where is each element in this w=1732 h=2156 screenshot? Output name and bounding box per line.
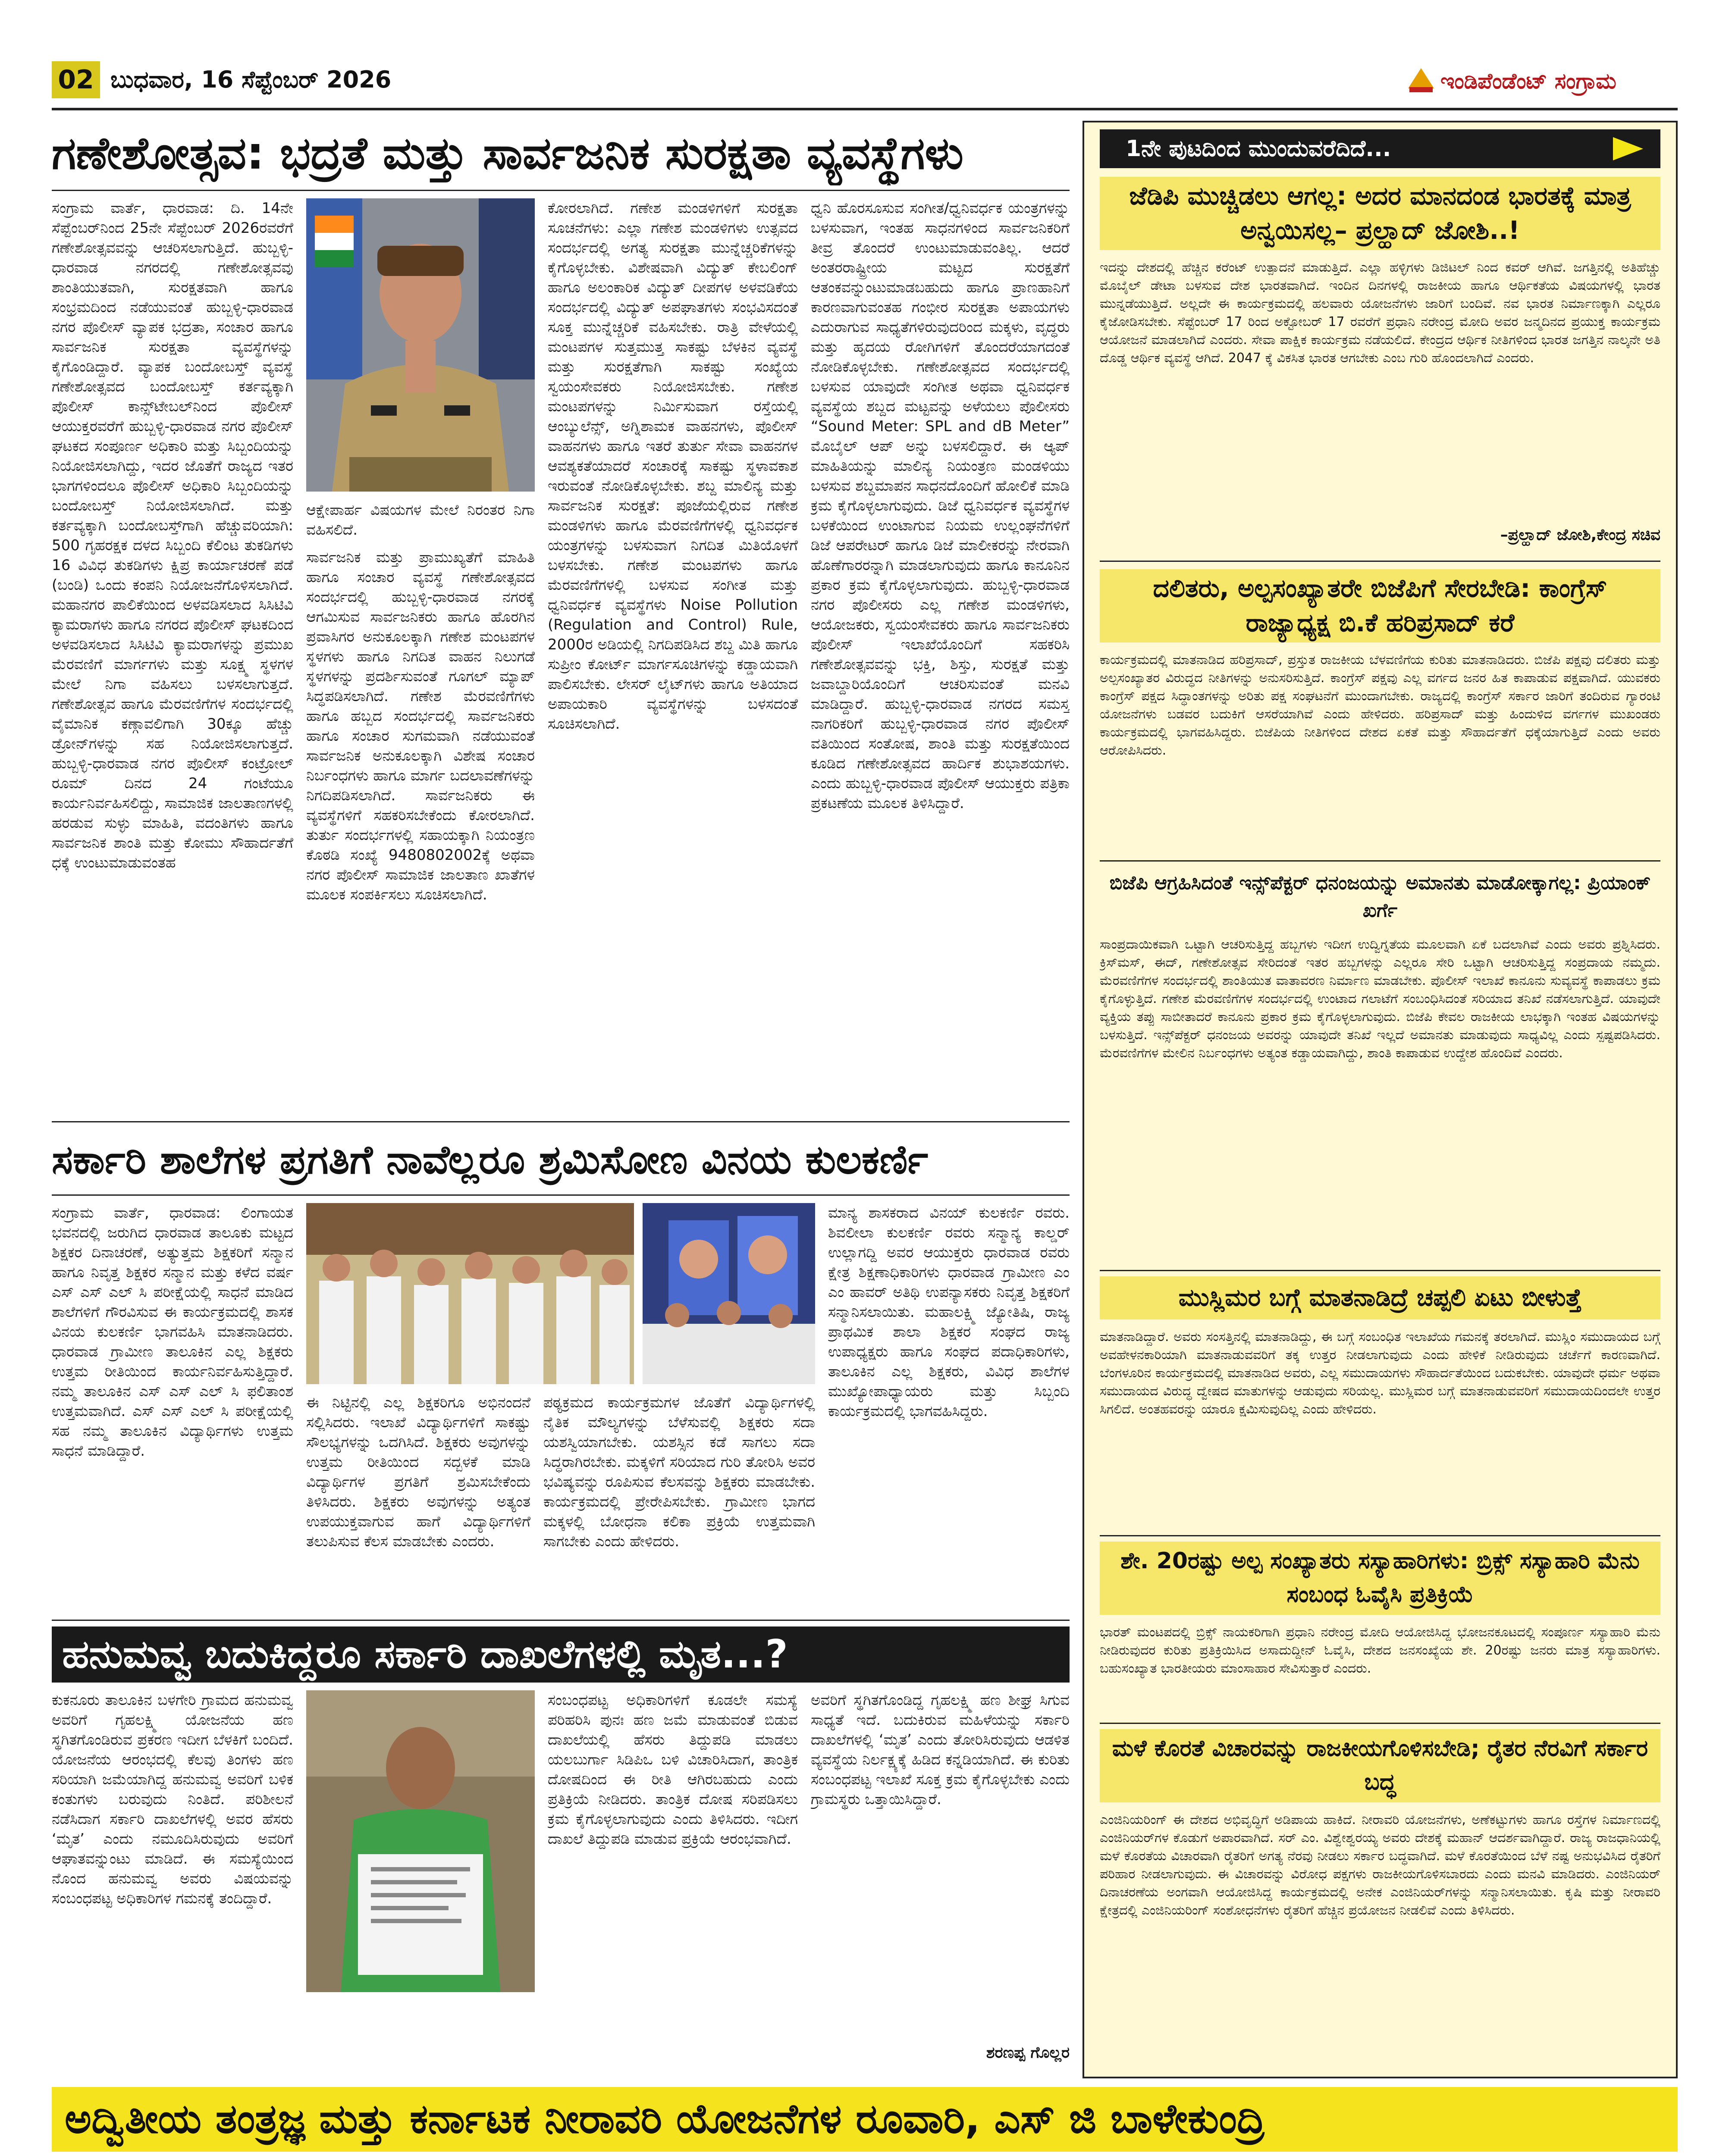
muslim-title: ಮುಸ್ಲಿಮರ ಬಗ್ಗೆ ಮಾತನಾಡಿದ್ರೆ ಚಪ್ಪಲಿ ಏಟು ಬೀಳುತ್ತೆ: [1178, 1284, 1582, 1312]
article2-col2: ಪಠ್ಯಕ್ರಮದ ಕಾರ್ಯಕ್ರಮಗಳ ಜೊತೆಗೆ ವಿದ್ಯಾರ್ಥಿಗಳಲ್ಲಿ ನೈತಿಕ ಮೌಲ್ಯಗಳನ್ನು ಬೆಳೆಸುವಲ್ಲಿ ಶಿಕ್ಷಕರು ಸದಾ ಯಶಸ್ವಿಯಾಗಬೇಕು. ಯಶಸ್ಸಿನ ಕಡೆ ಸಾಗಲು ಸದಾ ಸಿದ್ಧರಾಗಿರಬೇಕು. ಮಕ್ಕಳಿಗೆ ಸರಿಯಾದ ಗುರಿ ತೋರಿಸಿ ಅವರ ಭವಿಷ್ಯವನ್ನು ರೂಪಿಸುವ ಕೆಲಸವನ್ನು ಶಿಕ್ಷಕರು ಮಾಡಬೇಕು. ಕಾರ್ಯಕ್ರಮದಲ್ಲಿ ಪ್ರೇರೇಪಿಸಬೇಕು. ಗ್ರಾಮೀಣ ಭಾಗದ ಮಕ್ಕಳಲ್ಲಿ ಬೋಧನಾ ಕಲಿಕಾ ಪ್ರಕ್ರಿಯೆ ಉತ್ತಮವಾಗಿ ಸಾಗಬೇಕು ಎಂದು ಹೇಳಿದರು.: [543, 1394, 815, 1550]
article1-police-photo: [306, 198, 535, 492]
kharge-rule: [1100, 1270, 1660, 1271]
article3-col3: ಅವರಿಗೆ ಸ್ಥಗಿತಗೊಂಡಿದ್ದ ಗೃಹಲಕ್ಷ್ಮಿ ಹಣ ಶೀಘ್ರ ಸಿಗುವ ಸಾಧ್ಯತೆ ಇದೆ. ಬದುಕಿರುವ ಮಹಿಳೆಯನ್ನು ಸರ್ಕಾರಿ ದಾಖಲೆಗಳಲ್ಲಿ ‘ಮೃತ’ ಎಂದು ತೋರಿಸಿರುವುದು ಆಡಳಿತ ವ್ಯವಸ್ಥೆಯ ನಿರ್ಲಕ್ಷ್ಯಕ್ಕೆ ಹಿಡಿದ ಕನ್ನಡಿಯಾಗಿದೆ. ಈ ಕುರಿತು ಸಂಬಂಧಪಟ್ಟ ಇಲಾಖೆ ಸೂಕ್ತ ಕ್ರಮ ಕೈಗೊಳ್ಳಬೇಕು ಎಂದು ಗ್ರಾಮಸ್ಥರು ಒತ್ತಾಯಿಸಿದ್ದಾರೆ.: [811, 1692, 1070, 1808]
article3-col2: ಸಂಬಂಧಪಟ್ಟ ಅಧಿಕಾರಿಗಳಿಗೆ ಕೂಡಲೇ ಸಮಸ್ಯೆ ಪರಿಹರಿಸಿ ಪುನಃ ಹಣ ಜಮೆ ಮಾಡುವಂತೆ ಬಿಡುವ ದಾಖಲೆಯಲ್ಲಿ ಹೆಸರು ತಿದ್ದುಪಡಿ ಮಾಡಲು ಯಲಬುರ್ಗಾ ಸಿಡಿಪಿಒ ಬಳಿ ವಿಚಾರಿಸಿದಾಗ, ತಾಂತ್ರಿಕ ದೋಷದಿಂದ ಈ ರೀತಿ ಆಗಿರಬಹುದು ಎಂದು ಪ್ರತಿಕ್ರಿಯೆ ನೀಡಿದರು. ತಾಂತ್ರಿಕ ದೋಷ ಸರಿಪಡಿಸಲು ಕ್ರಮ ಕೈಗೊಳ್ಳಲಾಗುವುದು ಎಂದು ತಿಳಿಸಿದರು. ಇದೀಗ ದಾಖಲೆ ತಿದ್ದುಪಡಿ ಮಾಡುವ ಪ್ರಕ್ರಿಯೆ ಆರಂಭವಾಗಿದೆ.: [548, 1692, 798, 1848]
article3-headline-band: [52, 1626, 1070, 1683]
article4-headline-band: [52, 2087, 1678, 2152]
veg-title-bar: [1100, 1542, 1660, 1615]
hariprasad-title-bar: [1100, 569, 1660, 642]
article2-headline: ಸರ್ಕಾರಿ ಶಾಲೆಗಳ ಪ್ರಗತಿಗೆ ನಾವೆಲ್ಲರೂ ಶ್ರಮಿಸೋಣ ವಿನಯ ಕುಲಕರ್ಣಿ: [52, 1137, 929, 1183]
article1-headline: ಗಣೇಶೋತ್ಸವ: ಭದ್ರತೆ ಮತ್ತು ಸಾರ್ವಜನಿಕ ಸುರಕ್ಷತಾ ವ್ಯವಸ್ಥೆಗಳು: [52, 127, 964, 179]
article2-col3: ಮಾನ್ಯ ಶಾಸಕರಾದ ವಿನಯ್ ಕುಲಕರ್ಣಿ ರವರು. ಶಿವಲೀಲಾ ಕುಲಕರ್ಣಿ ರವರು ಸನ್ಮಾನ್ಯ ಕಾಲ್ಡರ್ ಉಲ್ಲಾಗದ್ದಿ ಅವರ ಆಯುಕ್ತರು ಧಾರವಾಡ ರವರು ಕ್ಷೇತ್ರ ಶಿಕ್ಷಣಾಧಿಕಾರಿಗಳು ಧಾರವಾಡ ಗ್ರಾಮೀಣ ಎಂ ಎಂ ಹಾವರ್ ಅತಿಥಿ ಉಪನ್ಯಾಸಕರು ನಿವೃತ್ತ ಶಿಕ್ಷಕರಿಗೆ ಸನ್ಮಾನಿಸಲಾಯಿತು. ಮಹಾಲಕ್ಷ್ಮಿ ಜ್ಯೋತಿಷಿ, ರಾಜ್ಯ ಪ್ರಾಥಮಿಕ ಶಾಲಾ ಶಿಕ್ಷಕರ ಸಂಘದ ರಾಜ್ಯ ಉಪಾಧ್ಯಕ್ಷರು ಹಾಗೂ ಸಂಘದ ಪದಾಧಿಕಾರಿಗಳು, ತಾಲೂಕಿನ ಎಲ್ಲ ಶಿಕ್ಷಕರು, ವಿವಿಧ ಶಾಲೆಗಳ ಮುಖ್ಯೋಪಾಧ್ಯಾಯರು ಮತ್ತು ಸಿಬ್ಬಂದಿ ಕಾರ್ಯಕ್ರಮದಲ್ಲಿ ಭಾಗವಹಿಸಿದ್ದರು.: [828, 1204, 1070, 1420]
masthead-title: ಇಂಡಿಪೆಂಡೆಂಟ್ ಸಂಗ್ರಾಮ: [1440, 69, 1616, 94]
arrow-right-icon: [1613, 137, 1643, 160]
veg-body: ಭಾರತ್ ಮಂಟಪದಲ್ಲಿ ಬ್ರಿಕ್ಸ್ ನಾಯಕರಿಗಾಗಿ ಪ್ರಧಾನಿ ನರೇಂದ್ರ ಮೋದಿ ಆಯೋಜಿಸಿದ್ದ ಭೋಜನಕೂಟದಲ್ಲಿ ಸಂಪೂರ್ಣ ಸಸ್ಯಾಹಾರಿ ಮೆನು ನೀಡಿರುವುದರ ಕುರಿತು ಪ್ರತಿಕ್ರಿಯಿಸಿದ ಅಸಾದುದ್ದೀನ್ ಓವೈಸಿ, ದೇಶದ ಜನಸಂಖ್ಯೆಯ ಶೇ. 20ರಷ್ಟು ಜನರು ಮಾತ್ರ ಸಸ್ಯಾಹಾರಿಗಳು. ಬಹುಸಂಖ್ಯಾತ ಭಾರತೀಯರು ಮಾಂಸಾಹಾರ ಸೇವಿಸುತ್ತಾರೆ ಎಂದರು.: [1100, 1625, 1660, 1676]
article2-event-photo-2: [643, 1203, 815, 1384]
rain-title: ಮಳೆ ಕೊರತೆ ವಿಚಾರವನ್ನು ರಾಜಕೀಯಗೊಳಿಸಬೇಡಿ; ರೈತರ ನೆರವಿಗೆ ಸರ್ಕಾರ ಬದ್ಧ: [1112, 1736, 1648, 1795]
article2-rule: [52, 1194, 1070, 1196]
date-line: ಬುಧವಾರ, 16 ಸೆಪ್ಟೆಂಬರ್ 2026: [110, 66, 392, 93]
article3-woman-photo: [306, 1690, 535, 1992]
article4-headline: ಅದ್ವಿತೀಯ ತಂತ್ರಜ್ಞ ಮತ್ತು ಕರ್ನಾಟಕ ನೀರಾವರಿ ಯೋಜನೆಗಳ ರೂವಾರಿ, ಎಸ್ ಜಿ ಬಾಳೇಕುಂದ್ರಿ: [65, 2096, 1265, 2143]
article2-event-photo-1: [306, 1203, 634, 1384]
portrait-garland-photo-icon: [643, 1203, 815, 1384]
article1-col2: ಸಾರ್ವಜನಿಕ ಮತ್ತು ಪ್ರಾಮುಖ್ಯತೆಗೆ ಮಾಹಿತಿ ಹಾಗೂ ಸಂಚಾರ ವ್ಯವಸ್ಥೆ ಗಣೇಶೋತ್ಸವದ ಸಂದರ್ಭದಲ್ಲಿ ಹುಬ್ಬಳ್ಳಿ-ಧಾರವಾಡ ನಗರಕ್ಕೆ ಆಗಮಿಸುವ ಸಾರ್ವಜನಿಕರು ಹಾಗೂ ಹೊರಗಿನ ಪ್ರವಾಸಿಗರ ಅನುಕೂಲಕ್ಕಾಗಿ ಗಣೇಶ ಮಂಟಪಗಳ ಸ್ಥಳಗಳು ಹಾಗೂ ನಿಗದಿತ ವಾಹನ ನಿಲುಗಡೆ ಸ್ಥಳಗಳನ್ನು ಪ್ರದರ್ಶಿಸುವಂತೆ ಗೂಗಲ್ ಮ್ಯಾಪ್ ಸಿದ್ಧಪಡಿಸಲಾಗಿದೆ. ಗಣೇಶ ಮೆರವಣಿಗೆಗಳು ಹಾಗೂ ಹಬ್ಬದ ಸಂದರ್ಭದಲ್ಲಿ ಸಾರ್ವಜನಿಕರು ಹಾಗೂ ಸಂಚಾರ ಸುಗಮವಾಗಿ ನಡೆಯುವಂತೆ ಸಾರ್ವಜನಿಕ ಅನುಕೂಲಕ್ಕಾಗಿ ವಿಶೇಷ ಸಂಚಾರ ನಿರ್ಬಂಧಗಳು ಹಾಗೂ ಮಾರ್ಗ ಬದಲಾವಣೆಗಳನ್ನು ನಿಗದಿಪಡಿಸಲಾಗಿದೆ. ಸಾರ್ವಜನಿಕರು ಈ ವ್ಯವಸ್ಥೆಗಳಿಗೆ ಸಹಕರಿಸಬೇಕೆಂದು ಕೋರಲಾಗಿದೆ. ತುರ್ತು ಸಂದರ್ಭಗಳಲ್ಲಿ ಸಹಾಯಕ್ಕಾಗಿ ನಿಯಂತ್ರಣ ಕೊಠಡಿ ಸಂಖ್ಯೆ 9480802002ಕ್ಕೆ ಅಥವಾ ನಗರ ಪೊಲೀಸ್ ಸಾಮಾಜಿಕ ಜಾಲತಾಣ ಖಾತೆಗಳ ಮೂಲಕ ಸಂಪರ್ಕಿಸಲು ಸೂಚಿಸಲಾಗಿದೆ.: [306, 549, 535, 903]
hariprasad-rule: [1100, 860, 1660, 862]
joshi-body: ಇದನ್ನು ದೇಶದಲ್ಲಿ ಹೆಚ್ಚಿನ ಕರೆಂಟ್ ಉತ್ಪಾದನೆ ಮಾಡುತ್ತಿದೆ. ಎಲ್ಲಾ ಹಳ್ಳಿಗಳು ಡಿಜಿಟಲ್ ನಿಂದ ಕವರ್ ಆಗಿವೆ. ಜಗತ್ತಿನಲ್ಲಿ ಅತಿಹೆಚ್ಚು ಮೊಬೈಲ್ ಡೇಟಾ ಬಳಸುವ ದೇಶ ಭಾರತವಾಗಿದೆ. ಇಂದಿನ ದಿನಗಳಲ್ಲಿ ರಾಜಕೀಯ ಹಾಗೂ ಆರ್ಥಿಕತೆಯ ವಿಷಯಗಳಲ್ಲಿ ಭಾರತ ಮುನ್ನಡೆಯುತ್ತಿದೆ. ಅಲ್ಲದೇ ಈ ಕಾರ್ಯಕ್ರಮದಲ್ಲಿ ಹಲವಾರು ಯೋಜನೆಗಳು ಜಾರಿಗೆ ಬಂದಿವೆ. ನವ ಭಾರತ ನಿರ್ಮಾಣಕ್ಕಾಗಿ ಎಲ್ಲರೂ ಕೈಜೋಡಿಸಬೇಕು. ಸೆಪ್ಟೆಂಬರ್ 17 ರಿಂದ ಅಕ್ಟೋಬರ್ 17 ರವರೆಗೆ ಪ್ರಧಾನಿ ನರೇಂದ್ರ ಮೋದಿ ಅವರ ಜನ್ಮದಿನದ ಪ್ರಯುಕ್ತ ಕಾರ್ಯಕ್ರಮ ಆಯೋಜನೆ ಮಾಡಲಾಗಿದೆ ಎಂದರು. ಸೇವಾ ಪಾಕ್ಷಿಕ ಕಾರ್ಯಕ್ರಮ ನಡೆಯಲಿದೆ. ಕೇಂದ್ರದ ಆರ್ಥಿಕ ನೀತಿಗಳಿಂದ ಭಾರತ ಜಗತ್ತಿನ ನಾಲ್ಕನೇ ಅತಿ ದೊಡ್ಡ ಆರ್ಥಿಕ ವ್ಯವಸ್ಥೆ ಆಗಿದೆ. 2047 ಕ್ಕೆ ವಿಕಸಿತ ಭಾರತ ಆಗಬೇಕು ಎಂಬ ಗುರಿ ಹೊಂದಲಾಗಿದೆ ಎಂದರು.: [1100, 260, 1660, 366]
teachers-day-stage-photo-icon: [306, 1203, 634, 1384]
article1-col4: ಧ್ವನಿ ಹೊರಸೂಸುವ ಸಂಗೀತ/ಧ್ವನಿವರ್ಧಕ ಯಂತ್ರಗಳನ್ನು ಬಳಸುವಾಗ, ಇಂತಹ ಸಾಧನಗಳಿಂದ ಸಾರ್ವಜನಿಕರಿಗೆ ತೀವ್ರ ತೊಂದರೆ ಉಂಟುಮಾಡುವಂತಿಲ್ಲ. ಆದರೆ ಅಂತರರಾಷ್ಟ್ರೀಯ ಮಟ್ಟದ ಸುರಕ್ಷತೆಗೆ ಆತಂಕವನ್ನುಂಟುಮಾಡಬಹುದು ಹಾಗೂ ಪ್ರಾಣಹಾನಿಗೆ ಕಾರಣವಾಗುವಂತಹ ಗಂಭೀರ ಸುರಕ್ಷತಾ ಅಪಾಯಗಳು ಎದುರಾಗುವ ಸಾಧ್ಯತೆಗಳಿರುವುದರಿಂದ ಮಕ್ಕಳು, ವೃದ್ಧರು ಮತ್ತು ಹೃದಯ ರೋಗಿಗಳಿಗೆ ತೊಂದರೆಯಾಗದಂತೆ ನೋಡಿಕೊಳ್ಳಬೇಕು. ಗಣೇಶೋತ್ಸವದ ಸಂದರ್ಭದಲ್ಲಿ ಬಳಸುವ ಯಾವುದೇ ಸಂಗೀತ ಅಥವಾ ಧ್ವನಿವರ್ಧಕ ವ್ಯವಸ್ಥೆಯ ಶಬ್ದದ ಮಟ್ಟವನ್ನು ಅಳೆಯಲು ಪೊಲೀಸರು “Sound Meter: SPL and dB Meter” ಮೊಬೈಲ್ ಆಪ್ ಅನ್ನು ಬಳಸಲಿದ್ದಾರೆ. ಈ ಆ್ಯಪ್ ಮಾಹಿತಿಯನ್ನು ಮಾಲಿನ್ಯ ನಿಯಂತ್ರಣ ಮಂಡಳಿಯು ಬಳಸುವ ಶಬ್ದಮಾಪನ ಸಾಧನದೊಂದಿಗೆ ಹೋಲಿಕೆ ಮಾಡಿ ಕ್ರಮ ಕೈಗೊಳ್ಳಲಾಗುವುದು. ಡಿಜೆ ಧ್ವನಿವರ್ಧಕ ವ್ಯವಸ್ಥೆಗಳ ಬಳಕೆಯಿಂದ ಉಂಟಾಗುವ ನಿಯಮ ಉಲ್ಲಂಘನೆಗಳಿಗೆ ಡಿಜೆ ಆಪರೇಟರ್ ಹಾಗೂ ಡಿಜೆ ಮಾಲೀಕರನ್ನು ನೇರವಾಗಿ ಹೊಣೆಗಾರರನ್ನಾಗಿ ಮಾಡಲಾಗುವುದು ಹಾಗೂ ಕಾನೂನಿನ ಪ್ರಕಾರ ಕ್ರಮ ಕೈಗೊಳ್ಳಲಾಗುವುದು. ಹುಬ್ಬಳ್ಳಿ-ಧಾರವಾಡ ನಗರ ಪೊಲೀಸರು ಎಲ್ಲ ಗಣೇಶ ಮಂಡಳಿಗಳು, ಆಯೋಜಕರು, ಸ್ವಯಂಸೇವಕರು ಹಾಗೂ ಸಾರ್ವಜನಿಕರು ಪೊಲೀಸ್ ಇಲಾಖೆಯೊಂದಿಗೆ ಸಹಕರಿಸಿ ಗಣೇಶೋತ್ಸವವನ್ನು ಭಕ್ತಿ, ಶಿಸ್ತು, ಸುರಕ್ಷತೆ ಮತ್ತು ಜವಾಬ್ದಾರಿಯೊಂದಿಗೆ ಆಚರಿಸುವಂತೆ ಮನವಿ ಮಾಡಿದ್ದಾರೆ. ಹುಬ್ಬಳ್ಳಿ-ಧಾರವಾಡ ನಗರದ ಸಮಸ್ತ ನಾಗರಿಕರಿಗೆ ಹುಬ್ಬಳ್ಳಿ-ಧಾರವಾಡ ನಗರ ಪೊಲೀಸ್ ವತಿಯಿಂದ ಸಂತೋಷ, ಶಾಂತಿ ಮತ್ತು ಸುರಕ್ಷತೆಯಿಂದ ಕೂಡಿದ ಗಣೇಶೋತ್ಸವದ ಹಾರ್ದಿಕ ಶುಭಾಶಯಗಳು. ಎಂದು ಹುಬ್ಬಳ್ಳಿ-ಧಾರವಾಡ ಪೊಲೀಸ್ ಆಯುಕ್ತರು ಪತ್ರಿಕಾ ಪ್ರಕಟಣೆಯ ಮೂಲಕ ತಿಳಿಸಿದ್ದಾರೆ.: [811, 200, 1070, 812]
article3-signature: ಶರಣಪ್ಪ ಗೊಲ್ಲರ: [986, 2044, 1070, 2062]
joshi-title: ಜೆಡಿಪಿ ಮುಚ್ಚಿಡಲು ಆಗಲ್ಲ: ಅದರ ಮಾನದಂಡ ಭಾರತಕ್ಕೆ ಮಾತ್ರ ಅನ್ವಯಿಸಲ್ಲ– ಪ್ರಲ್ಹಾದ್ ಜೋಶಿ..!: [1129, 181, 1631, 245]
kharge-body: ಸಾಂಪ್ರದಾಯಿಕವಾಗಿ ಒಟ್ಟಾಗಿ ಆಚರಿಸುತ್ತಿದ್ದ ಹಬ್ಬಗಳು ಇದೀಗ ಉದ್ವಿಗ್ನತೆಯ ಮೂಲವಾಗಿ ಏಕೆ ಬದಲಾಗಿವೆ ಎಂದು ಅವರು ಪ್ರಶ್ನಿಸಿದರು. ಕ್ರಿಸ್‌ಮಸ್, ಈದ್, ಗಣೇಶೋತ್ಸವ ಸೇರಿದಂತೆ ಇತರ ಹಬ್ಬಗಳನ್ನು ಎಲ್ಲರೂ ಸೇರಿ ಒಟ್ಟಾಗಿ ಆಚರಿಸುತ್ತಿದ್ದ ಸಂಪ್ರದಾಯ ನಮ್ಮದು. ಮೆರವಣಿಗೆಗಳ ಸಂದರ್ಭದಲ್ಲಿ ಶಾಂತಿಯುತ ವಾತಾವರಣ ನಿರ್ಮಾಣ ಮಾಡಬೇಕು. ಪೊಲೀಸ್ ಇಲಾಖೆ ಕಾನೂನು ಸುವ್ಯವಸ್ಥೆ ಕಾಪಾಡಲು ಕ್ರಮ ಕೈಗೊಳ್ಳುತ್ತಿದೆ. ಗಣೇಶ ಮೆರವಣಿಗೆಗಳ ಸಂದರ್ಭದಲ್ಲಿ ಉಂಟಾದ ಗಲಾಟೆಗೆ ಸಂಬಂಧಿಸಿದಂತೆ ಸರಿಯಾದ ತನಿಖೆ ನಡೆಸಲಾಗುತ್ತಿದೆ. ಯಾವುದೇ ವ್ಯಕ್ತಿಯ ತಪ್ಪು ಸಾಬೀತಾದರೆ ಕಾನೂನು ಪ್ರಕಾರ ಕ್ರಮ ಕೈಗೊಳ್ಳಲಾಗುವುದು. ಬಿಜೆಪಿ ಕೇವಲ ರಾಜಕೀಯ ಲಾಭಕ್ಕಾಗಿ ಇಂತಹ ವಿಷಯಗಳನ್ನು ಬಳಸುತ್ತಿದೆ. ಇನ್ಸ್‌ಪೆಕ್ಟರ್ ಧನಂಜಯ ಅವರನ್ನು ಯಾವುದೇ ತನಿಖೆ ಇಲ್ಲದೆ ಅಮಾನತು ಮಾಡುವುದು ಸಾಧ್ಯವಿಲ್ಲ ಎಂದು ಸ್ಪಷ್ಟಪಡಿಸಿದರು. ಮೆರವಣಿಗೆಗಳ ಮೇಲಿನ ನಿರ್ಬಂಧಗಳು ಅತ್ಯಂತ ಕಡ್ಡಾಯವಾಗಿದ್ದು, ಶಾಂತಿ ಕಾಪಾಡುವ ಉದ್ದೇಶ ಹೊಂದಿವೆ ಎಂದರು.: [1100, 937, 1660, 1061]
kharge-title: ಬಿಜೆಪಿ ಆಗ್ರಹಿಸಿದಂತೆ ಇನ್ಸ್‌ಪೆಕ್ಟರ್ ಧನಂಜಯನ್ನು ಅಮಾನತು ಮಾಡೋಕ್ಕಾಗಲ್ಲ: ಪ್ರಿಯಾಂಕ್ ಖರ್ಗೆ: [1109, 872, 1651, 921]
joshi-signature: –ಪ್ರಲ್ಹಾದ್ ಜೋಶಿ,ಕೇಂದ್ರ ಸಚಿವ: [1500, 526, 1660, 544]
muslim-title-bar: [1100, 1276, 1660, 1319]
veg-title: ಶೇ. 20ರಷ್ಟು ಅಲ್ಪ ಸಂಖ್ಯಾತರು ಸಸ್ಯಾಹಾರಿಗಳು: ಬ್ರಿಕ್ಸ್ ಸಸ್ಯಾಹಾರಿ ಮೆನು ಸಂಬಂಧ ಓವೈಸಿ ಪ್ರತಿಕ್ರಿಯೆ: [1120, 1548, 1640, 1608]
article2-bottom-rule: [52, 1620, 1070, 1621]
article1-col3: ಕೋರಲಾಗಿದೆ. ಗಣೇಶ ಮಂಡಳಿಗಳಿಗೆ ಸುರಕ್ಷತಾ ಸೂಚನೆಗಳು: ಎಲ್ಲಾ ಗಣೇಶ ಮಂಡಳಿಗಳು ಉತ್ಸವದ ಸಂದರ್ಭದಲ್ಲಿ ಅಗತ್ಯ ಸುರಕ್ಷತಾ ಮುನ್ನೆಚ್ಚರಿಕೆಗಳನ್ನು ಕೈಗೊಳ್ಳಬೇಕು. ವಿಶೇಷವಾಗಿ ವಿದ್ಯುತ್ ಕೇಬಲಿಂಗ್ ಹಾಗೂ ಅಲಂಕಾರಿಕ ವಿದ್ಯುತ್ ದೀಪಗಳ ಅಳವಡಿಕೆಯ ಸಂದರ್ಭದಲ್ಲಿ ವಿದ್ಯುತ್ ಅಪಘಾತಗಳು ಸಂಭವಿಸದಂತೆ ಸೂಕ್ತ ಮುನ್ನೆಚ್ಚರಿಕೆ ವಹಿಸಬೇಕು. ರಾತ್ರಿ ವೇಳೆಯಲ್ಲಿ ಮಂಟಪಗಳ ಸುತ್ತಮುತ್ತ ಸಾಕಷ್ಟು ಬೆಳಕಿನ ವ್ಯವಸ್ಥೆ ಮತ್ತು ಸುರಕ್ಷತೆಗಾಗಿ ಸಾಕಷ್ಟು ಸಂಖ್ಯೆಯ ಸ್ವಯಂಸೇವಕರು ನಿಯೋಜಿಸಬೇಕು. ಗಣೇಶ ಮಂಟಪಗಳನ್ನು ನಿರ್ಮಿಸುವಾಗ ರಸ್ತೆಯಲ್ಲಿ ಆಂಬ್ಯುಲೆನ್ಸ್, ಅಗ್ನಿಶಾಮಕ ವಾಹನಗಳು, ಪೊಲೀಸ್ ವಾಹನಗಳು ಹಾಗೂ ಇತರೆ ತುರ್ತು ಸೇವಾ ವಾಹನಗಳ ಆವಶ್ಯಕತೆಯಾದರೆ ಸಂಚಾರಕ್ಕೆ ಸಾಕಷ್ಟು ಸ್ಥಳಾವಕಾಶ ಇರುವಂತೆ ನೋಡಿಕೊಳ್ಳಬೇಕು. ಶಬ್ದ ಮಾಲಿನ್ಯ ಮತ್ತು ಸಾರ್ವಜನಿಕ ಸುರಕ್ಷತೆ: ಪೂಜೆಯಲ್ಲಿರುವ ಗಣೇಶ ಮಂಡಳಿಗಳು ಹಾಗೂ ಮೆರವಣಿಗೆಗಳಲ್ಲಿ ಧ್ವನಿವರ್ಧಕ ಯಂತ್ರಗಳನ್ನು ಬಳಸುವಾಗ ನಿಗದಿತ ಮಿತಿಯೊಳಗೆ ಬಳಸಬೇಕು. ಗಣೇಶ ಮಂಟಪಗಳು ಹಾಗೂ ಮೆರವಣಿಗೆಗಳಲ್ಲಿ ಬಳಸುವ ಸಂಗೀತ ಮತ್ತು ಧ್ವನಿವರ್ಧಕ ವ್ಯವಸ್ಥೆಗಳು Noise Pollution (Regulation and Control) Rule, 2000ರ ಅಡಿಯಲ್ಲಿ ನಿಗದಿಪಡಿಸಿದ ಶಬ್ದ ಮಿತಿ ಹಾಗೂ ಸುಪ್ರೀಂ ಕೋರ್ಟ್ ಮಾರ್ಗಸೂಚಿಗಳನ್ನು ಕಡ್ಡಾಯವಾಗಿ ಪಾಲಿಸಬೇಕು. ಲೇಸರ್ ಲೈಟ್‌ಗಳು ಹಾಗೂ ಅತಿಯಾದ ಅಪಾಯಕಾರಿ ವ್ಯವಸ್ಥೆಗಳನ್ನು ಬಳಸದಂತೆ ಸೂಚಿಸಲಾಗಿದೆ.: [548, 200, 798, 733]
article1-col1: ಸಂಗ್ರಾಮ ವಾರ್ತೆ, ಧಾರವಾಡ: ದಿ. 14ನೇ ಸೆಪ್ಟೆಂಬರ್‌ನಿಂದ 25ನೇ ಸೆಪ್ಟೆಂಬರ್ 2026ರವರೆಗೆ ಗಣೇಶೋತ್ಸವವನ್ನು ಆಚರಿಸಲಾಗುತ್ತಿದೆ. ಹುಬ್ಬಳ್ಳಿ-ಧಾರವಾಡ ನಗರದಲ್ಲಿ ಗಣೇಶೋತ್ಸವವು ಶಾಂತಿಯುತವಾಗಿ, ಸುರಕ್ಷತವಾಗಿ ಹಾಗೂ ಸಂಭ್ರಮದಿಂದ ನಡೆಯುವಂತೆ ಹುಬ್ಬಳ್ಳಿ-ಧಾರವಾಡ ನಗರ ಪೊಲೀಸ್ ವ್ಯಾಪಕ ಭದ್ರತಾ, ಸಂಚಾರ ಹಾಗೂ ಸಾರ್ವಜನಿಕ ಸುರಕ್ಷತಾ ವ್ಯವಸ್ಥೆಗಳನ್ನು ಕೈಗೊಂಡಿದ್ದಾರೆ. ವ್ಯಾಪಕ ಬಂದೋಬಸ್ತ್ ವ್ಯವಸ್ಥೆ ಗಣೇಶೋತ್ಸವದ ಬಂದೋಬಸ್ತ್ ಕರ್ತವ್ಯಕ್ಕಾಗಿ ಪೊಲೀಸ್ ಕಾನ್ಸ್‌ಟೇಬಲ್‌ನಿಂದ ಪೊಲೀಸ್ ಆಯುಕ್ತರವರೆಗೆ ಹುಬ್ಬಳ್ಳಿ-ಧಾರವಾಡ ನಗರ ಪೊಲೀಸ್ ಘಟಕದ ಸಂಪೂರ್ಣ ಅಧಿಕಾರಿ ಮತ್ತು ಸಿಬ್ಬಂದಿಯನ್ನು ನಿಯೋಜಿಸಲಾಗಿದ್ದು, ಇದರ ಜೊತೆಗೆ ರಾಜ್ಯದ ಇತರ ಭಾಗಗಳಿಂದಲೂ ಪೊಲೀಸ್ ಅಧಿಕಾರಿ ಸಿಬ್ಬಂದಿಯನ್ನು ಬಂದೋಬಸ್ತ್ ನಿಯೋಜಿಸಲಾಗಿದೆ. ಮತ್ತು ಕರ್ತವ್ಯಕ್ಕಾಗಿ ಬಂದೋಬಸ್ತ್‌ಗಾಗಿ ಹೆಚ್ಚುವರಿಯಾಗಿ: 500 ಗೃಹರಕ್ಷಕ ದಳದ ಸಿಬ್ಬಂದಿ ಕೆಲಿಂಟ ತುಕಡಿಗಳು 16 ವಿವಿಧ ತುಕಡಿಗಳು ಕ್ಷಿಪ್ರ ಕಾರ್ಯಾಚರಣೆ ಪಡೆ (ಬಂಡಿ) ಒಂದು ಕಂಪನಿ ನಿಯೋಜನೆಗೊಳಿಸಲಾಗಿದೆ. ಮಹಾನಗರ ಪಾಲಿಕೆಯಿಂದ ಅಳವಡಿಸಲಾದ ಸಿಸಿಟಿವಿ ಕ್ಯಾಮರಾಗಳು ಹಾಗೂ ನಗರದ ಪೊಲೀಸ್ ಘಟಕದಿಂದ ಅಳವಡಿಸಲಾದ ಸಿಸಿಟಿವಿ ಕ್ಯಾಮರಾಗಳನ್ನು ಪ್ರಮುಖ ಮೆರವಣಿಗೆ ಮಾರ್ಗಗಳು ಮತ್ತು ಸೂಕ್ಷ್ಮ ಸ್ಥಳಗಳ ಮೇಲೆ ನಿಗಾ ವಹಿಸಲು ಬಳಸಲಾಗುತ್ತದೆ. ಗಣೇಶೋತ್ಸವ ಹಾಗೂ ಮೆರವಣಿಗೆಗಳ ಸಂದರ್ಭದಲ್ಲಿ ವೈಮಾನಿಕ ಕಣ್ಗಾವಲಿಗಾಗಿ 30ಕ್ಕೂ ಹೆಚ್ಚು ಡ್ರೋನ್‌ಗಳನ್ನು ಸಹ ನಿಯೋಜಿಸಲಾಗುತ್ತದೆ. ಹುಬ್ಬಳ್ಳಿ-ಧಾರವಾಡ ನಗರ ಪೊಲೀಸ್ ಕಂಟ್ರೋಲ್ ರೂಮ್ ದಿನದ 24 ಗಂಟೆಯೂ ಕಾರ್ಯನಿರ್ವಹಿಸಲಿದ್ದು, ಸಾಮಾಜಿಕ ಜಾಲತಾಣಗಳಲ್ಲಿ ಹರಡುವ ಸುಳ್ಳು ಮಾಹಿತಿ, ವದಂತಿಗಳು ಹಾಗೂ ಸಾರ್ವಜನಿಕ ಶಾಂತಿ ಮತ್ತು ಕೋಮು ಸೌಹಾರ್ದತೆಗೆ ಧಕ್ಕೆ ಉಂಟುಮಾಡುವಂತಹ: [52, 200, 293, 871]
article1-photo-caption: ಆಕ್ಷೇಪಾರ್ಹ ವಿಷಯಗಳ ಮೇಲೆ ನಿರಂತರ ನಿಗಾ ವಹಿಸಲಿದೆ.: [306, 501, 535, 539]
woman-holding-document-photo-icon: [306, 1690, 535, 1992]
page-number-badge: [52, 61, 100, 98]
article2-photo-caption: ಈ ನಿಟ್ಟಿನಲ್ಲಿ ಎಲ್ಲ ಶಿಕ್ಷಕರಿಗೂ ಅಭಿನಂದನೆ ಸಲ್ಲಿಸಿದರು. ಇಲಾಖೆ ವಿದ್ಯಾರ್ಥಿಗಳಿಗೆ ಸಾಕಷ್ಟು ಸೌಲಭ್ಯಗಳನ್ನು ಒದಗಿಸಿದೆ. ಶಿಕ್ಷಕರು ಅವುಗಳನ್ನು ಉತ್ತಮ ರೀತಿಯಿಂದ ಸದ್ಬಳಕೆ ಮಾಡಿ ವಿದ್ಯಾರ್ಥಿಗಳ ಪ್ರಗತಿಗೆ ಶ್ರಮಿಸಬೇಕೆಂದು ತಿಳಿಸಿದರು. ಶಿಕ್ಷಕರು ಅವುಗಳನ್ನು ಅತ್ಯಂತ ಉಪಯುಕ್ತವಾಗುವ ಹಾಗೆ ವಿದ್ಯಾರ್ಥಿಗಳಿಗೆ ತಲುಪಿಸುವ ಕೆಲಸ ಮಾಡಬೇಕು ಎಂದರು.: [306, 1394, 530, 1550]
article3-col1: ಕುಕನೂರು ತಾಲೂಕಿನ ಬಳಗೇರಿ ಗ್ರಾಮದ ಹನುಮವ್ವ ಅವರಿಗೆ ಗೃಹಲಕ್ಷ್ಮಿ ಯೋಜನೆಯ ಹಣ ಸ್ಥಗಿತಗೊಂಡಿರುವ ಪ್ರಕರಣ ಇದೀಗ ಬೆಳಕಿಗೆ ಬಂದಿದೆ. ಯೋಜನೆಯ ಆರಂಭದಲ್ಲಿ ಕೆಲವು ತಿಂಗಳು ಹಣ ಸರಿಯಾಗಿ ಜಮೆಯಾಗಿದ್ದ ಹನುಮವ್ವ ಅವರಿಗೆ ಬಳಿಕ ಕಂತುಗಳು ಬರುವುದು ನಿಂತಿದೆ. ಪರಿಶೀಲನೆ ನಡೆಸಿದಾಗ ಸರ್ಕಾರಿ ದಾಖಲೆಗಳಲ್ಲಿ ಅವರ ಹೆಸರು ‘ಮೃತ’ ಎಂದು ನಮೂದಿಸಿರುವುದು ಅವರಿಗೆ ಆಘಾತವನ್ನುಂಟು ಮಾಡಿದೆ. ಈ ಸಮಸ್ಯೆಯಿಂದ ನೊಂದ ಹನುಮವ್ವ ಅವರು ವಿಷಯವನ್ನು ಸಂಬಂಧಪಟ್ಟ ಅಧಿಕಾರಿಗಳ ಗಮನಕ್ಕೆ ತಂದಿದ್ದಾರೆ.: [52, 1692, 293, 1907]
newspaper-logo-icon: [1406, 65, 1436, 95]
masthead-logo: [1406, 65, 1436, 95]
article1-bottom-rule: [52, 1121, 1070, 1122]
article1-rule: [52, 190, 1070, 191]
continued-banner-text: 1ನೇ ಪುಟದಿಂದ ಮುಂದುವರೆದಿದೆ...: [1126, 136, 1391, 162]
muslim-body: ಮಾತನಾಡಿದ್ದಾರೆ. ಅವರು ಸಂಸತ್ತಿನಲ್ಲಿ ಮಾತನಾಡಿದ್ದು, ಈ ಬಗ್ಗೆ ಸಂಬಂಧಿತ ಇಲಾಖೆಯ ಗಮನಕ್ಕೆ ತರಲಾಗಿದೆ. ಮುಸ್ಲಿಂ ಸಮುದಾಯದ ಬಗ್ಗೆ ಅವಹೇಳನಕಾರಿಯಾಗಿ ಮಾತನಾಡುವವರಿಗೆ ತಕ್ಕ ಉತ್ತರ ನೀಡಲಾಗುವುದು ಎಂದು ಹೇಳಿಕೆ ನೀಡಿರುವುದು ಚರ್ಚೆಗೆ ಕಾರಣವಾಗಿದೆ. ಬೆಂಗಳೂರಿನ ಕಾರ್ಯಕ್ರಮದಲ್ಲಿ ಮಾತನಾಡಿದ ಅವರು, ಎಲ್ಲ ಸಮುದಾಯಗಳು ಸೌಹಾರ್ದತೆಯಿಂದ ಬದುಕಬೇಕು. ಯಾವುದೇ ಧರ್ಮ ಅಥವಾ ಸಮುದಾಯದ ವಿರುದ್ಧ ದ್ವೇಷದ ಮಾತುಗಳನ್ನು ಆಡುವುದು ಸರಿಯಲ್ಲ. ಮುಸ್ಲಿಮರ ಬಗ್ಗೆ ಮಾತನಾಡುವವರಿಗೆ ಸಮುದಾಯದಿಂದಲೇ ಉತ್ತರ ಸಿಗಲಿದೆ. ಅಂತಹವರನ್ನು ಯಾರೂ ಕ್ಷಮಿಸುವುದಿಲ್ಲ ಎಂದು ಹೇಳಿದರು.: [1100, 1329, 1660, 1417]
hariprasad-title: ದಲಿತರು, ಅಲ್ಪಸಂಖ್ಯಾತರೇ ಬಿಜೆಪಿಗೆ ಸೇರಬೇಡಿ: ಕಾಂಗ್ರೆಸ್ ರಾಜ್ಯಾಧ್ಯಕ್ಷ ಬಿ.ಕೆ ಹರಿಪ್ರಸಾದ್ ಕರೆ: [1153, 573, 1607, 637]
police-officer-photo-icon: [306, 198, 535, 492]
rain-body: ಎಂಜಿನಿಯರಿಂಗ್ ಈ ದೇಶದ ಅಭಿವೃದ್ಧಿಗೆ ಅಡಿಪಾಯ ಹಾಕಿದೆ. ನೀರಾವರಿ ಯೋಜನೆಗಳು, ಅಣೆಕಟ್ಟುಗಳು ಹಾಗೂ ರಸ್ತೆಗಳ ನಿರ್ಮಾಣದಲ್ಲಿ ಎಂಜಿನಿಯರ್‌ಗಳ ಕೊಡುಗೆ ಅಪಾರವಾಗಿದೆ. ಸರ್ ಎಂ. ವಿಶ್ವೇಶ್ವರಯ್ಯ ಅವರು ದೇಶಕ್ಕೆ ಮಹಾನ್ ಆದರ್ಶವಾಗಿದ್ದಾರೆ. ರಾಜ್ಯ ರಾಜಧಾನಿಯಲ್ಲಿ ಮಳೆ ಕೊರತೆಯ ವಿಚಾರವಾಗಿ ರೈತರಿಗೆ ಅಗತ್ಯ ನೆರವು ನೀಡಲು ಸರ್ಕಾರ ಬದ್ಧವಾಗಿದೆ. ಮಳೆ ಕೊರತೆಯಿಂದ ಬೆಳೆ ನಷ್ಟ ಅನುಭವಿಸಿದ ರೈತರಿಗೆ ಪರಿಹಾರ ನೀಡಲಾಗುವುದು. ಈ ವಿಚಾರವನ್ನು ವಿರೋಧ ಪಕ್ಷಗಳು ರಾಜಕೀಯಗೊಳಿಸಬಾರದು ಎಂದು ಮನವಿ ಮಾಡಿದರು. ಎಂಜಿನಿಯರ್ ದಿನಾಚರಣೆಯ ಅಂಗವಾಗಿ ಆಯೋಜಿಸಿದ್ದ ಕಾರ್ಯಕ್ರಮದಲ್ಲಿ ಅನೇಕ ಎಂಜಿನಿಯರ್‌ಗಳನ್ನು ಸನ್ಮಾನಿಸಲಾಯಿತು. ಕೃಷಿ ಮತ್ತು ನೀರಾವರಿ ಕ್ಷೇತ್ರದಲ್ಲಿ ಎಂಜಿನಿಯರಿಂಗ್ ಸಂಶೋಧನೆಗಳು ರೈತರಿಗೆ ಹೆಚ್ಚಿನ ಪ್ರಯೋಜನ ನೀಡಲಿವೆ ಎಂದು ತಿಳಿಸಿದರು.: [1100, 1812, 1660, 1918]
joshi-rule: [1100, 561, 1660, 562]
kharge-title-bar: [1100, 867, 1660, 927]
joshi-title-bar: [1100, 177, 1660, 250]
veg-rule: [1100, 1723, 1660, 1724]
rain-title-bar: [1100, 1729, 1660, 1802]
continued-banner: [1100, 129, 1660, 168]
article2-col1: ಸಂಗ್ರಾಮ ವಾರ್ತೆ, ಧಾರವಾಡ: ಲಿಂಗಾಯತ ಭವನದಲ್ಲಿ ಜರುಗಿದ ಧಾರವಾಡ ತಾಲೂಕು ಮಟ್ಟದ ಶಿಕ್ಷಕರ ದಿನಾಚರಣೆ, ಅತ್ಯುತ್ತಮ ಶಿಕ್ಷಕರಿಗೆ ಸನ್ಮಾನ ಹಾಗೂ ನಿವೃತ್ತ ಶಿಕ್ಷಕರ ಸನ್ಮಾನ ಮತ್ತು ಕಳೆದ ವರ್ಷ ಎಸ್ ಎಸ್ ಎಲ್ ಸಿ ಪರೀಕ್ಷೆಯಲ್ಲಿ ಸಾಧನೆ ಮಾಡಿದ ಶಾಲೆಗಳಿಗೆ ಗೌರವಿಸುವ ಈ ಕಾರ್ಯಕ್ರಮದಲ್ಲಿ ಶಾಸಕ ವಿನಯ ಕುಲಕರ್ಣಿ ಭಾಗವಹಿಸಿ ಮಾತನಾಡಿದರು. ಧಾರವಾಡ ಗ್ರಾಮೀಣ ತಾಲೂಕಿನ ಎಲ್ಲ ಶಿಕ್ಷಕರು ಉತ್ತಮ ರೀತಿಯಿಂದ ಕಾರ್ಯನಿರ್ವಹಿಸುತ್ತಿದ್ದಾರೆ. ನಮ್ಮ ತಾಲೂಕಿನ ಎಸ್ ಎಸ್ ಎಲ್ ಸಿ ಫಲಿತಾಂಶ ಉತ್ತಮವಾಗಿದೆ. ಎಸ್ ಎಸ್ ಎಲ್ ಸಿ ಪರೀಕ್ಷೆಯಲ್ಲಿ ಸಹ ನಮ್ಮ ತಾಲೂಕಿನ ವಿದ್ಯಾರ್ಥಿಗಳು ಉತ್ತಮ ಸಾಧನೆ ಮಾಡಿದ್ದಾರೆ.: [52, 1204, 293, 1460]
page-number: 02: [58, 65, 94, 95]
hariprasad-body: ಕಾರ್ಯಕ್ರಮದಲ್ಲಿ ಮಾತನಾಡಿದ ಹರಿಪ್ರಸಾದ್, ಪ್ರಸ್ತುತ ರಾಜಕೀಯ ಬೆಳವಣಿಗೆಯ ಕುರಿತು ಮಾತನಾಡಿದರು. ಬಿಜೆಪಿ ಪಕ್ಷವು ದಲಿತರು ಮತ್ತು ಅಲ್ಪಸಂಖ್ಯಾತರ ವಿರುದ್ಧದ ನೀತಿಗಳನ್ನು ಅನುಸರಿಸುತ್ತಿದೆ. ಕಾಂಗ್ರೆಸ್ ಪಕ್ಷವು ಎಲ್ಲ ವರ್ಗದ ಜನರ ಹಿತ ಕಾಪಾಡುವ ಪಕ್ಷವಾಗಿದೆ. ಯುವಕರು ಕಾಂಗ್ರೆಸ್ ಪಕ್ಷದ ಸಿದ್ಧಾಂತಗಳನ್ನು ಅರಿತು ಪಕ್ಷ ಸಂಘಟನೆಗೆ ಮುಂದಾಗಬೇಕು. ರಾಜ್ಯದಲ್ಲಿ ಕಾಂಗ್ರೆಸ್ ಸರ್ಕಾರ ಜಾರಿಗೆ ತಂದಿರುವ ಗ್ಯಾರಂಟಿ ಯೋಜನೆಗಳು ಬಡವರ ಬದುಕಿಗೆ ಆಸರೆಯಾಗಿವೆ ಎಂದು ಹೇಳಿದರು. ಹರಿಪ್ರಸಾದ್ ಮತ್ತು ಹಿಂದುಳಿದ ವರ್ಗಗಳ ಮುಖಂಡರು ಕಾರ್ಯಕ್ರಮದಲ್ಲಿ ಭಾಗವಹಿಸಿದ್ದರು. ಬಿಜೆಪಿಯ ನೀತಿಗಳಿಂದ ದೇಶದ ಏಕತೆ ಮತ್ತು ಸೌಹಾರ್ದತೆಗೆ ಧಕ್ಕೆಯಾಗುತ್ತಿದೆ ಎಂದು ಅವರು ಆರೋಪಿಸಿದರು.: [1100, 652, 1660, 758]
muslim-rule: [1100, 1535, 1660, 1536]
article3-headline: ಹನುಮವ್ವ ಬದುಕಿದ್ದರೂ ಸರ್ಕಾರಿ ದಾಖಲೆಗಳಲ್ಲಿ ಮೃತ...?: [62, 1632, 788, 1677]
header-rule: [52, 108, 1678, 110]
